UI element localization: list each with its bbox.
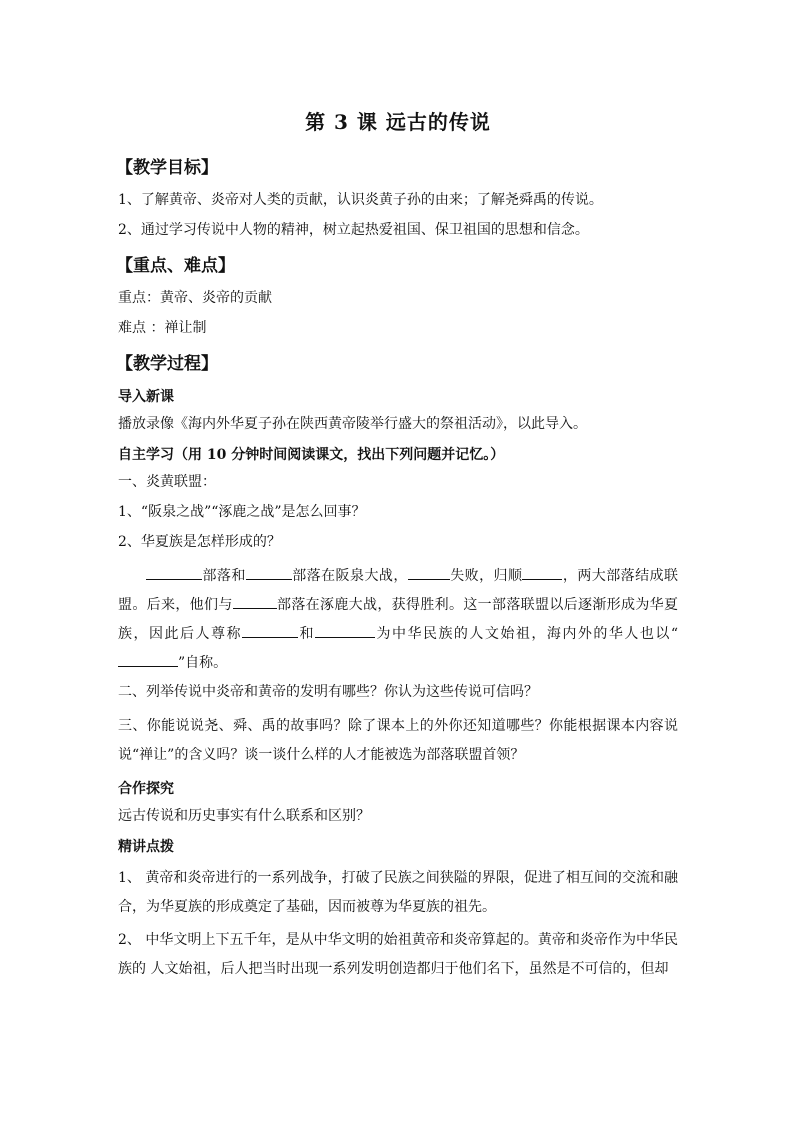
fill-text: ，两大部落结成联盟。后来，他们与: [118, 568, 679, 613]
intro-heading: 导入新课: [118, 389, 174, 405]
self-study-heading: 自主学习（用 10 分钟时间阅读课文，找出下列问题并记忆。）: [118, 447, 505, 463]
self-study-item: 二、列举传说中炎帝和黄帝的发明有哪些？你认为这些传说可信吗？: [118, 684, 538, 700]
fill-text: ”自称。: [178, 655, 228, 671]
coop-heading: 合作探究: [118, 781, 174, 797]
fill-text: “: [670, 626, 679, 642]
question: 2、华夏族是怎样形成的？: [118, 534, 281, 550]
fill-blank[interactable]: [242, 621, 298, 638]
lecture-point: 2、 中华文明上下五千年，是从中华文明的始祖黄帝和炎帝算起的。黄帝和炎帝作为中华民族的 人文始祖，后人把当时出现一系列发明创造都归于他们名下，虽然是不可信的，但却: [118, 932, 678, 977]
self-study-item: 一、炎黄联盟：: [118, 474, 216, 490]
self-study-item: 三、你能说说尧、舜、禹的故事吗？除了课本上的外你还知道哪些？你能根据课本内容说说“禅让”的含义吗？谈一谈什么样的人才能被选为部落联盟首领？: [118, 718, 678, 763]
intro-text: 播放录像《海内外华夏子孙在陕西黄帝陵举行盛大的祭祖活动》，以此导入。: [118, 416, 587, 432]
goal-item: 2、通过学习传说中人物的精神，树立起热爱祖国、保卫祖国的思想和信念。: [118, 222, 589, 238]
fill-in-paragraph: [118, 562, 678, 678]
lesson-title: 第 3 课 远古的传说: [305, 110, 491, 134]
difficulty: 难点 ：禅让制: [118, 320, 207, 336]
fill-text: 和: [297, 626, 315, 642]
goal-item: 1、了解黄帝、炎帝对人类的贡献，认识炎黄子孙的由来；了解尧舜禹的传说。: [118, 192, 603, 208]
document-page: [118, 100, 678, 988]
fill-text: 为中华民族的人文始祖，海内外的华人也以: [374, 626, 671, 642]
fill-text: 部落在阪泉大战，: [291, 568, 408, 584]
goals-heading: 【教学目标】: [116, 158, 218, 178]
fill-blank[interactable]: [408, 563, 450, 580]
lecture-point: 1、 黄帝和炎帝进行的一系列战争，打破了民族之间狭隘的界限，促进了相互间的交流和融合，为华夏族的形成奠定了基础，因而被尊为华夏族的祖先。: [118, 870, 678, 915]
key-points-heading: 【重点、难点】: [116, 256, 235, 276]
fill-blank[interactable]: [146, 563, 202, 580]
fill-blank[interactable]: [315, 621, 375, 638]
fill-blank[interactable]: [522, 563, 562, 580]
fill-blank[interactable]: [246, 563, 292, 580]
fill-text: 失败，归顺: [449, 568, 523, 584]
process-heading: 【教学过程】: [116, 354, 218, 374]
lecture-heading: 精讲点拨: [118, 839, 174, 855]
fill-blank[interactable]: [233, 592, 277, 609]
fill-blank[interactable]: [118, 650, 178, 667]
coop-text: 远古传说和历史事实有什么联系和区别？: [118, 808, 370, 824]
fill-text: 部落在涿鹿大战，获得胜利。这一部落联盟以后逐渐形成为华夏族，因此后人尊称: [118, 597, 679, 642]
fill-text: 部落和: [202, 568, 246, 584]
key-point: 重点：黄帝、炎帝的贡献: [118, 290, 272, 306]
question: 1、“阪泉之战”“涿鹿之战”是怎么回事？: [118, 504, 366, 520]
